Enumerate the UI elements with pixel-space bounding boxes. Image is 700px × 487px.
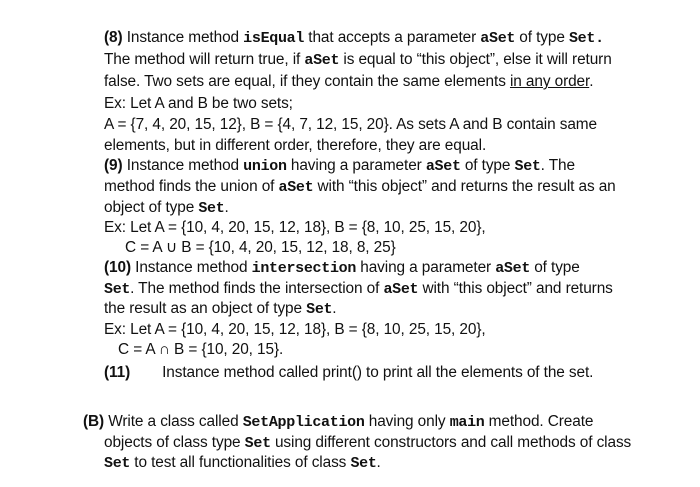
underlined-text: in any order — [509, 73, 590, 90]
text: Instance method — [122, 29, 244, 46]
code-term: main — [449, 414, 485, 431]
sec8-line-3 — [104, 72, 593, 91]
text: method. Create — [484, 413, 594, 430]
text: is equal to “this object”, else it will return — [339, 51, 612, 68]
code-term: intersection — [251, 260, 357, 277]
text: Write a class called — [104, 413, 243, 430]
sec8-line-5: A = {7, 4, 20, 15, 12}, B = {4, 7, 12, 15, 20}. As sets A and B contain same — [104, 116, 597, 133]
code-term: SetApplication — [242, 414, 365, 431]
sec8-line-4: Ex: Let A and B be two sets; — [104, 95, 293, 112]
sec9-line-4: Ex: Let A = {10, 4, 20, 15, 12, 18}, B = {8, 10, 25, 15, 20}, — [104, 219, 486, 236]
text: . The method finds the intersection of — [130, 280, 384, 297]
sec11-line-1 — [104, 363, 593, 382]
code-term: Set — [244, 435, 271, 452]
text: having a parameter — [356, 259, 496, 276]
code-term: aSet — [383, 281, 419, 298]
text: . — [376, 454, 381, 471]
sec9-line-3 — [104, 198, 229, 218]
partB-line-3 — [104, 453, 381, 473]
partB-line-1 — [83, 412, 593, 432]
text: method finds the union of — [104, 178, 279, 195]
code-term: aSet — [304, 52, 340, 69]
sec10-line-3 — [104, 299, 336, 319]
partB-line-2 — [104, 433, 631, 453]
text: to test all functionalities of class — [130, 454, 351, 471]
code-term: Set. — [568, 30, 604, 47]
text: . — [332, 300, 337, 317]
sec9-line-5: C = A ∪ B = {10, 4, 20, 15, 12, 18, 8, 25} — [125, 239, 396, 256]
code-term: Set — [350, 455, 377, 472]
item-number: (8) — [104, 29, 123, 46]
item-number: (11) — [104, 364, 131, 381]
item-number: (10) — [104, 259, 131, 276]
sec10-line-1 — [104, 258, 580, 278]
item-number: (9) — [104, 157, 123, 174]
text: . — [589, 73, 594, 90]
sec10-line-5: C = A ∩ B = {10, 20, 15}. — [118, 341, 284, 358]
code-term: aSet — [480, 30, 516, 47]
text: having a parameter — [286, 157, 426, 174]
text: having only — [364, 413, 450, 430]
code-term: Set — [198, 200, 225, 217]
code-term: Set — [306, 301, 333, 318]
text: objects of class type — [104, 434, 245, 451]
sec10-line-2 — [104, 279, 613, 299]
text: The method will return true, if — [104, 51, 305, 68]
text: Instance method — [130, 259, 252, 276]
text: false. Two sets are equal, if they contain the same elements — [104, 73, 510, 90]
text: with “this object” and returns — [418, 280, 613, 297]
code-term: Set — [514, 158, 541, 175]
text: of type — [515, 29, 569, 46]
code-term: aSet — [278, 179, 314, 196]
sec8-line-2 — [104, 50, 612, 70]
text: with “this object” and returns the result as an — [313, 178, 616, 195]
sec10-line-4: Ex: Let A = {10, 4, 20, 15, 12, 18}, B = {8, 10, 25, 15, 20}, — [104, 321, 486, 338]
code-term: Set — [104, 281, 131, 298]
text: using different constructors and call methods of class — [270, 434, 632, 451]
code-term: isEqual — [243, 30, 305, 47]
code-term: aSet — [495, 260, 531, 277]
text: of type — [530, 259, 580, 276]
text: Instance method — [122, 157, 244, 174]
sec8-line-1 — [104, 28, 604, 48]
code-term: union — [243, 158, 287, 175]
text: Instance method called print() to print all the elements of the set. — [162, 364, 594, 381]
code-term: Set — [104, 455, 131, 472]
text: . — [224, 199, 229, 216]
text: of type — [460, 157, 515, 174]
item-number: (B) — [83, 413, 105, 430]
sec9-line-1 — [104, 156, 575, 176]
text: the result as an object of type — [104, 300, 307, 317]
text: that accepts a parameter — [304, 29, 481, 46]
text: object of type — [104, 199, 199, 216]
sec8-line-6: elements, but in different order, therefore, they are equal. — [104, 137, 487, 154]
text: . The — [540, 157, 575, 174]
sec9-line-2 — [104, 177, 616, 197]
code-term: aSet — [425, 158, 461, 175]
